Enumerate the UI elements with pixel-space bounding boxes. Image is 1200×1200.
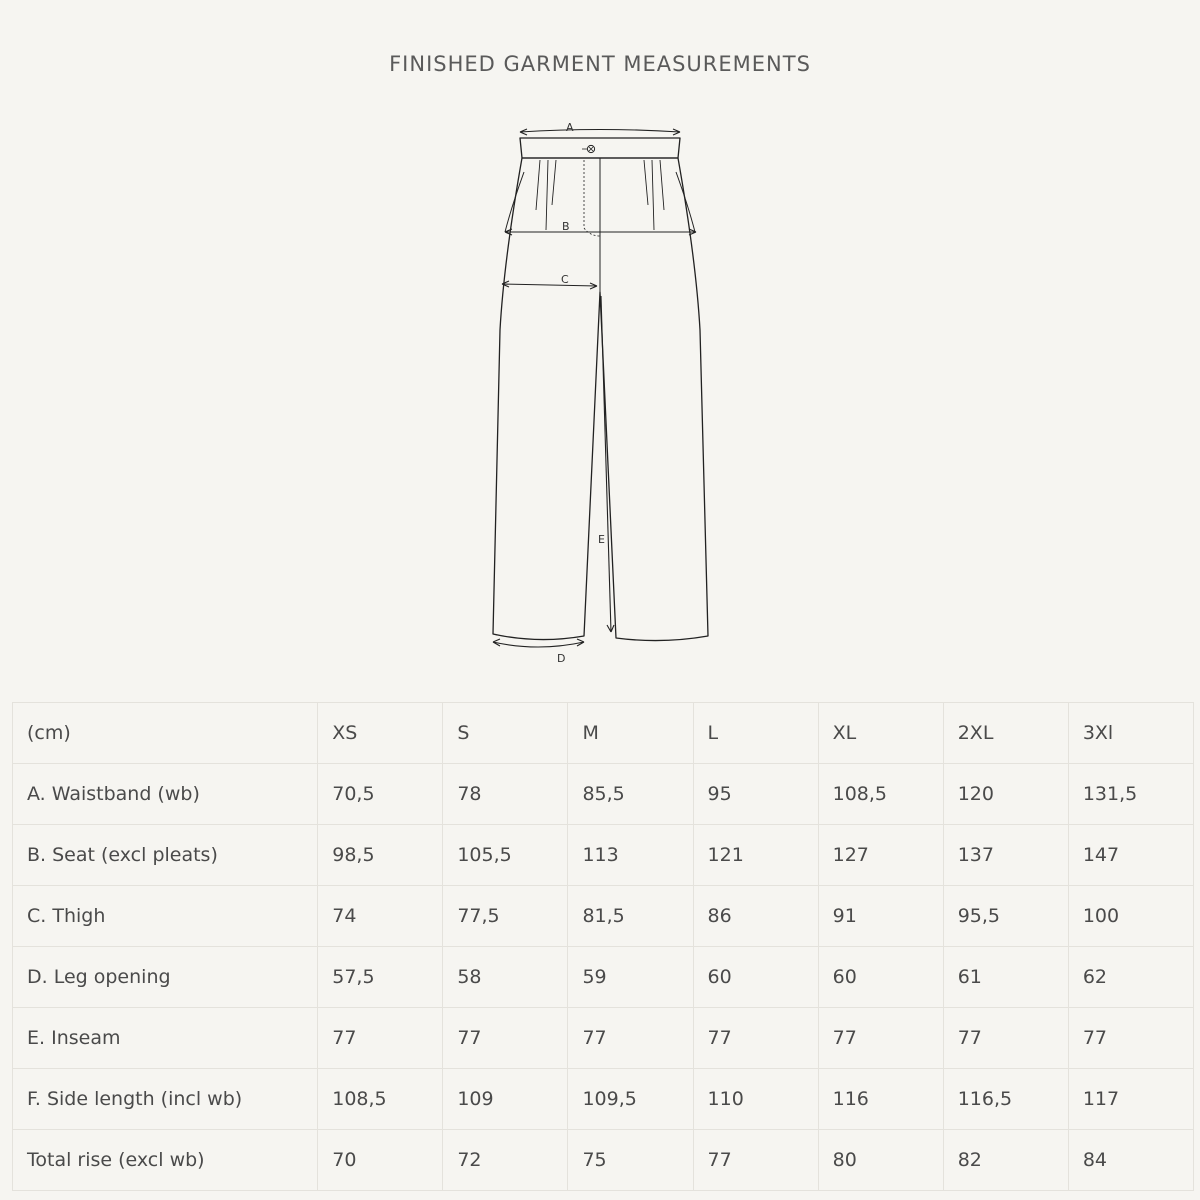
row-label-cell: D. Leg opening [13, 947, 318, 1008]
measure-a-line [520, 130, 680, 133]
value-cell: 95 [693, 764, 818, 825]
value-cell: 137 [943, 825, 1068, 886]
value-cell: 116 [818, 1069, 943, 1130]
row-label-cell: F. Side length (incl wb) [13, 1069, 318, 1130]
value-cell: 86 [693, 886, 818, 947]
value-cell: 60 [693, 947, 818, 1008]
value-cell: 117 [1068, 1069, 1193, 1130]
value-cell: 109,5 [568, 1069, 693, 1130]
value-cell: 82 [943, 1130, 1068, 1191]
value-cell: 78 [443, 764, 568, 825]
label-b: B [562, 220, 570, 233]
value-cell: 77 [818, 1008, 943, 1069]
value-cell: 72 [443, 1130, 568, 1191]
value-cell: 85,5 [568, 764, 693, 825]
label-d: D [557, 652, 566, 665]
value-cell: 77 [568, 1008, 693, 1069]
value-cell: L [693, 703, 818, 764]
page-title: FINISHED GARMENT MEASUREMENTS [389, 52, 811, 76]
value-cell: 61 [943, 947, 1068, 1008]
value-cell: 110 [693, 1069, 818, 1130]
table-row [13, 825, 1194, 886]
value-cell: 2XL [943, 703, 1068, 764]
value-cell: 113 [568, 825, 693, 886]
value-cell: S [443, 703, 568, 764]
value-cell: 59 [568, 947, 693, 1008]
row-label-cell: (cm) [13, 703, 318, 764]
measure-c-line [502, 284, 597, 286]
value-cell: 108,5 [818, 764, 943, 825]
value-cell: 60 [818, 947, 943, 1008]
value-cell: XL [818, 703, 943, 764]
value-cell: 116,5 [943, 1069, 1068, 1130]
fly-stitch [584, 160, 600, 236]
value-cell: 58 [443, 947, 568, 1008]
label-a: A [566, 121, 574, 134]
value-cell: 77 [318, 1008, 443, 1069]
value-cell: 77 [693, 1130, 818, 1191]
value-cell: 109 [443, 1069, 568, 1130]
value-cell: 77,5 [443, 886, 568, 947]
value-cell: 70,5 [318, 764, 443, 825]
value-cell: 147 [1068, 825, 1193, 886]
left-pleats [536, 160, 556, 230]
value-cell: 77 [693, 1008, 818, 1069]
value-cell: 77 [443, 1008, 568, 1069]
table-row [13, 1069, 1194, 1130]
value-cell: 108,5 [318, 1069, 443, 1130]
value-cell: 100 [1068, 886, 1193, 947]
value-cell: 84 [1068, 1130, 1193, 1191]
measure-e-line [601, 296, 611, 632]
value-cell: 3Xl [1068, 703, 1193, 764]
table-row [13, 886, 1194, 947]
label-c: C [561, 273, 569, 286]
measure-d-line [493, 642, 584, 647]
value-cell: 74 [318, 886, 443, 947]
value-cell: 95,5 [943, 886, 1068, 947]
table-header-row [13, 703, 1194, 764]
waistband-outline [520, 138, 680, 158]
table-row [13, 947, 1194, 1008]
value-cell: 131,5 [1068, 764, 1193, 825]
value-cell: M [568, 703, 693, 764]
value-cell: 70 [318, 1130, 443, 1191]
value-cell: 57,5 [318, 947, 443, 1008]
value-cell: 75 [568, 1130, 693, 1191]
table-row [13, 764, 1194, 825]
row-label-cell: A. Waistband (wb) [13, 764, 318, 825]
table-row [13, 1130, 1194, 1191]
value-cell: 62 [1068, 947, 1193, 1008]
value-cell: 80 [818, 1130, 943, 1191]
value-cell: 98,5 [318, 825, 443, 886]
row-label-cell: C. Thigh [13, 886, 318, 947]
right-pleats [644, 160, 664, 230]
row-label-cell: E. Inseam [13, 1008, 318, 1069]
value-cell: 121 [693, 825, 818, 886]
value-cell: XS [318, 703, 443, 764]
value-cell: 105,5 [443, 825, 568, 886]
label-e: E [598, 533, 605, 546]
trousers-diagram [470, 110, 730, 675]
row-label-cell: B. Seat (excl pleats) [13, 825, 318, 886]
value-cell: 77 [943, 1008, 1068, 1069]
row-label-cell: Total rise (excl wb) [13, 1130, 318, 1191]
value-cell: 77 [1068, 1008, 1193, 1069]
value-cell: 120 [943, 764, 1068, 825]
measurements-table [12, 702, 1194, 1191]
table-row [13, 1008, 1194, 1069]
value-cell: 127 [818, 825, 943, 886]
value-cell: 81,5 [568, 886, 693, 947]
value-cell: 91 [818, 886, 943, 947]
